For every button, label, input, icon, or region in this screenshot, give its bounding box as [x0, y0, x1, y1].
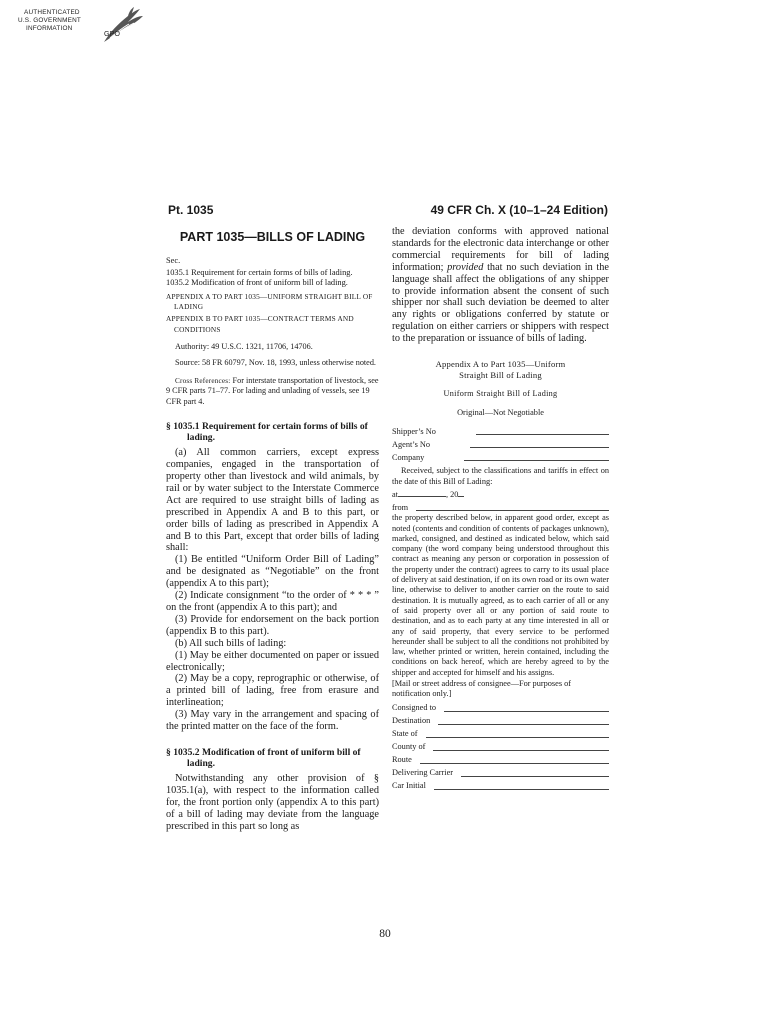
form-field-line [420, 763, 609, 764]
page-number: 80 [379, 928, 391, 940]
form-field-line [470, 447, 609, 448]
section-paragraph: (3) May vary in the arrangement and spacing of the printed matter on the face of the form. [166, 709, 379, 733]
form-field-label: County of [392, 742, 426, 752]
appendix-title-line: Straight Bill of Lading [459, 370, 542, 381]
form-field [392, 727, 609, 740]
mail-note: [Mail or street address of consignee—For purposes of notification only.] [392, 679, 572, 699]
form-field-label: Route [392, 755, 412, 765]
form-field [392, 766, 609, 779]
toc-appendix-entry: APPENDIX B TO PART 1035—CONTRACT TERMS AND CONDITIONS [166, 313, 354, 334]
seal-text: AUTHENTICATED [24, 9, 80, 16]
form-field [392, 424, 609, 437]
year-blank [458, 496, 464, 497]
cross-references-note [166, 376, 379, 407]
section-paragraph: (2) Indicate consignment “to the order of * * * ” on the front (appendix A to this part); and [166, 590, 379, 613]
form-title: Uniform Straight Bill of Lading [443, 389, 558, 399]
form-field-label: Company [392, 453, 425, 463]
seal-text: INFORMATION [26, 25, 73, 32]
section-paragraph: (b) All such bills of lading: [175, 637, 287, 649]
form-field-line [461, 776, 609, 777]
form-field [392, 500, 609, 513]
form-status: Original—Not Negotiable [457, 408, 544, 418]
appendix-title-line: Appendix A to Part 1035—Uniform [435, 359, 566, 370]
form-field-line [434, 789, 609, 790]
form-field-label: Delivering Carrier [392, 768, 454, 778]
running-head-title: 49 CFR Ch. X (10–1–24 Edition) [430, 203, 608, 217]
form-field-line [476, 434, 609, 435]
running-head-part: Pt. 1035 [168, 203, 214, 217]
form-field [392, 753, 609, 766]
part-title: PART 1035—BILLS OF LADING [179, 230, 366, 244]
toc-entry: 1035.1 Requirement for certain forms of bills of lading. [166, 267, 353, 277]
at-date-line [392, 490, 609, 500]
at-label: at [392, 489, 398, 499]
toc-entry: 1035.2 Modification of front of uniform bill of lading. [166, 278, 348, 288]
toc-appendix-entry: APPENDIX A TO PART 1035—UNIFORM STRAIGHT BILL OF LADING [166, 291, 373, 312]
continuation-paragraph [392, 226, 609, 345]
continuation-emphasis: provided [447, 261, 484, 273]
left-column [166, 226, 379, 832]
section-heading: § 1035.1 Requirement for certain forms of bills of lading. [166, 421, 368, 444]
at-year: , 20 [446, 489, 459, 499]
form-field [392, 779, 609, 792]
seal-text: U.S. GOVERNMENT [18, 17, 82, 24]
form-field-line [416, 510, 609, 511]
form-field-label: Agent’s No [392, 440, 431, 450]
gpo-authenticated-seal [6, 2, 146, 46]
section-paragraph: (2) May be a copy, reprographic or otherwise, of a printed bill of lading, free from erasure and interlineation; [166, 673, 379, 709]
form-field-label: from [392, 502, 409, 512]
form-field-label: Destination [392, 716, 431, 726]
form-field [392, 437, 609, 450]
continuation-text: that no such deviation in the language shall affect the obligations of any shipper to provide information absent the consent of such shipper nor shall such deviation be deemed to alter any rights or obligations conferred by statute or regulation on either carriers or shippers with respect to the preparation or issuance of bills of lading. [392, 261, 609, 345]
form-field-label: Shipper’s No [392, 427, 436, 437]
section-paragraph: (1) Be entitled “Uniform Order Bill of Lading” and be designated as “Negotiable” on the front (appendix A to this part); [166, 554, 379, 590]
section-paragraph: (a) All common carriers, except express companies, engaged in the transportation of property other than livestock and wild animals, by rail or by water subject to the Interstate Commerce Act are required to use straight bills of lading as prescribed in Appendix A and B to this part, or order bills of lading as prescribed in Appendix A and B to this Part, except that order bills of lading shall: [166, 447, 379, 554]
source-note: Source: 58 FR 60797, Nov. 18, 1993, unless otherwise noted. [175, 357, 376, 367]
form-field-line [426, 737, 609, 738]
toc-label: Sec. [166, 256, 181, 265]
form-field-label: Consigned to [392, 703, 437, 713]
form-field-label: State of [392, 729, 418, 739]
form-field-line [444, 711, 609, 712]
right-column [392, 226, 609, 792]
form-field [392, 714, 609, 727]
bill-of-lading-form [392, 408, 609, 792]
form-field-label: Car Initial [392, 781, 426, 791]
seal-text: GPO [104, 31, 121, 38]
section-paragraph: Notwithstanding any other provision of § 1035.1(a), with respect to the information called for, the front portion only (appendix A to this part) of a bill of lading may deviate from the language prescribed in this part so long as [166, 772, 379, 832]
section-paragraph: (3) Provide for endorsement on the back portion (appendix B to this part). [166, 613, 379, 637]
form-field [392, 450, 609, 463]
form-field-line [464, 460, 609, 461]
table-of-contents [166, 256, 379, 335]
cross-references-label: Cross References: [175, 376, 231, 385]
form-field [392, 740, 609, 753]
continuation-text: the deviation conforms with approved national standards for the electronic data interchange or other commercial requirements for bill of lading information; [392, 226, 609, 273]
form-field-line [433, 750, 609, 751]
contract-text: the property described below, in apparent good order, except as noted (contents and condition of contents of packages unknown), marked, consigned, and destined as indicated below, which said company (the word company being understood throughout this contract as meaning any person or corporation in possession of the property under the contract) agrees to carry to its usual place of delivery at said destination, if on its own road or its own water line, otherwise to deliver to another carrier on the route to said destination. It is mutually agreed, as to each carrier of all or any of said property over all or any portion of said route to destination, and as to each party at any time interested in all or any of said property, that every service to be performed hereunder shall be subject to all the conditions not prohibited by law, whether printed or written, herein contained, including the conditions on back hereof, which are hereby agreed to by the shipper and accepted for himself and his assigns. [392, 513, 609, 677]
section-paragraph: (1) May be either documented on paper or issued electronically; [166, 649, 379, 673]
cross-references-text: For interstate transportation of livestock, see 9 CFR parts 71–77. For lading and unlading of vessels, see 19 CFR part 4. [166, 375, 379, 406]
form-field-line [438, 724, 609, 725]
at-blank [398, 496, 446, 497]
form-field [392, 701, 609, 714]
authority-note: Authority: 49 U.S.C. 1321, 11706, 14706. [175, 342, 313, 352]
section-heading: § 1035.2 Modification of front of uniform bill of lading. [166, 746, 361, 769]
running-head [168, 203, 608, 219]
appendix-title [392, 359, 609, 381]
received-text: Received, subject to the classifications and tariffs in effect on the date of this Bill of Lading: [392, 466, 609, 486]
